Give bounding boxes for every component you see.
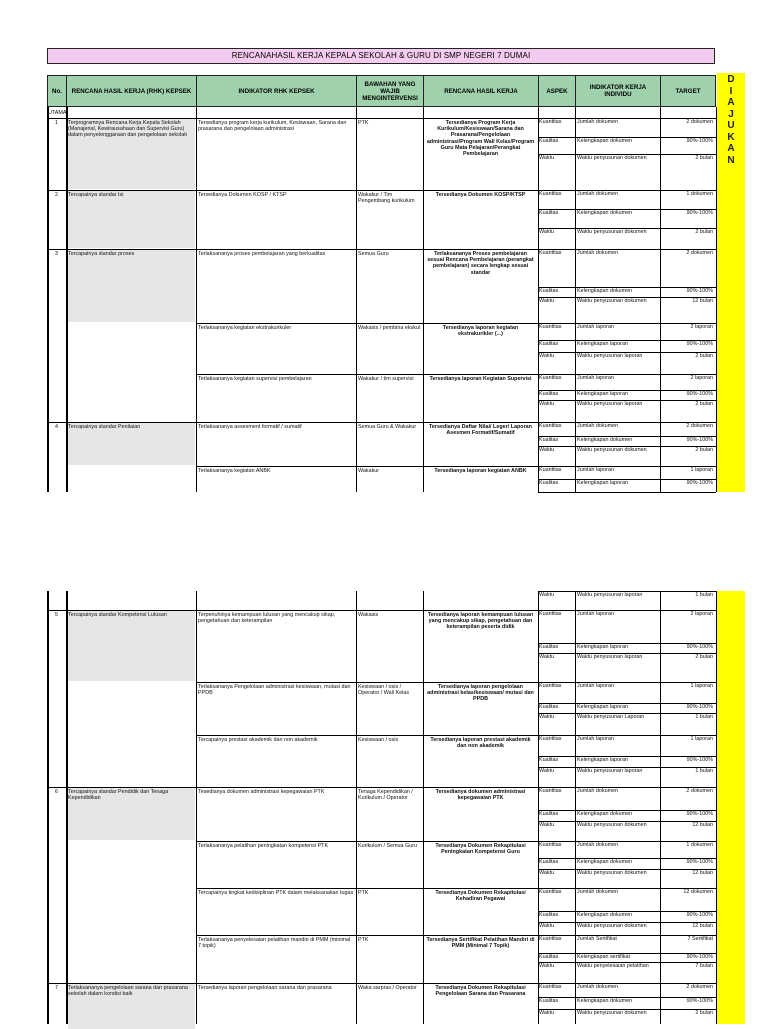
bawahan-text: PTK (358, 937, 369, 943)
row-number: 7 (55, 985, 58, 991)
indikator-individu-text: Kelengkapan dokumen (577, 859, 633, 865)
indikator-individu-text: Jumlah laporan (577, 467, 614, 473)
indikator-rhk-text: Tersedianya laporan pengelolaan sarana dan prasarana (198, 985, 332, 991)
table-column-line (575, 591, 576, 1024)
bawahan-text: Tenaga Kependidikan / Kurikulum / Operator (358, 789, 413, 802)
aspek-text: Kuantitas (539, 467, 562, 473)
aspek-text: Waktu (539, 654, 555, 660)
bawahan-text: Wakasis (358, 612, 379, 618)
target-text: 12 bulan (692, 298, 713, 304)
target-text: 12 bulan (692, 923, 713, 929)
indikator-rhk-text: Terlaksananya Pengelolaan administrasi kesiswaan, mutasi dan PPDB (198, 684, 351, 697)
rhk-cell-shade (68, 611, 195, 681)
side-label-letter: A (727, 97, 735, 108)
aspek-text: Waktu (539, 870, 555, 876)
target-text: 90%-100% (686, 341, 713, 347)
indikator-individu-text: Kelengkapan dokumen (577, 210, 633, 216)
rencana-hasil-kerja-text: Tersedianya laporan Kegiatan Supervisi (429, 376, 532, 382)
indikator-individu-text: Kelengkapan laporan (577, 704, 628, 710)
rencana-hasil-kerja-text: Tersedianya Dokumen Rekapitulasi Pengelolaan Sarana dan Prasarana (435, 985, 526, 998)
indikator-individu-text: Kelengkapan dokumen (577, 811, 633, 817)
target-text: 2 laporan (690, 324, 713, 330)
indikator-individu-text: Jumlah dokumen (577, 250, 619, 256)
aspek-text: Kualitas (539, 210, 559, 216)
aspek-text: Kualitas (539, 859, 559, 865)
table-column-line (356, 107, 357, 492)
header-no: No. (47, 75, 67, 107)
rencana-hasil-kerja-text: Tersedianya Program Kerja Kurikulum/Kesiswaan/Sarana dan Prasarana/Pengelolaan administrasi/Program Wali Kelas/Program Guru Mata Pelajaran/Perangkat Pembelajaran (426, 120, 535, 158)
indikator-rhk-text: Terlaksananya kegiatan ekstrakurikuler (198, 325, 292, 331)
indikator-rhk-text: Terlaksananya kegiatan ANBK (198, 468, 271, 474)
target-text: 90%-100% (686, 811, 713, 817)
aspek-text: Kuantitas (539, 936, 562, 942)
bawahan-text: Waka sarpras / Operator (358, 985, 417, 991)
indikator-individu-text: Jumlah dokumen (577, 788, 619, 794)
target-text: 7 Sertifikat (687, 936, 713, 942)
target-text: 2 dokumen (686, 788, 713, 794)
aspek-text: Waktu (539, 822, 555, 828)
target-text: 1 laporan (690, 736, 713, 742)
target-text: 90%-100% (686, 391, 713, 397)
rhk-kepsek-text: Terprogramnya Rencana Kerja Kepala Sekolah (Manajerial, Kewirausahaan dan Supervisi Guru) dalam penyelenggaraan dan pengelolaan sekolah (68, 120, 188, 139)
target-text: 2 bulan (695, 155, 713, 161)
indikator-individu-text: Kelengkapan sertifikat (577, 954, 631, 960)
aspek-text: Kuantitas (539, 375, 562, 381)
aspek-text: Waktu (539, 714, 555, 720)
rencana-hasil-kerja-text: Tersedianya dokumen administrasi kepegawaian PTK (435, 789, 526, 802)
bawahan-text: Kurikulum / Semua Guru (358, 843, 418, 849)
table-column-line (716, 591, 717, 1024)
indikator-individu-text: Waktu penyelesaian pelatihan (577, 963, 649, 969)
aspek-text: Kualitas (539, 138, 559, 144)
rhk-kepsek-text: Tercapainya standar Pendidik dan Tenaga Kependidikan (68, 789, 169, 802)
header-aspek: ASPEK (538, 75, 576, 107)
rencana-hasil-kerja-text: Terlaksananya Proses pembelajaran sesuai Rencana Pembelajaran (perangkat pembelajaran) secara lengkap sesuai standar (427, 251, 534, 276)
bawahan-text: Semua Guru (358, 251, 389, 257)
table-column-line (196, 591, 197, 1024)
indikator-rhk-text: Tercapainya tingkat kedisiplinan PTK dalam melaksanakan tugas (198, 890, 354, 896)
indikator-individu-text: Waktu penyusunan dokumen (577, 155, 647, 161)
aspek-text: Waktu (539, 923, 555, 929)
rencana-hasil-kerja-text: Tersedianya Dokumen Rekapitulasi Peningkatan Kompetensi Guru (435, 843, 526, 856)
header-indikator-rhk: INDIKATOR RHK KEPSEK (196, 75, 357, 107)
aspek-text: Waktu (539, 768, 555, 774)
aspek-text: Kuantitas (539, 250, 562, 256)
aspek-text: Kuantitas (539, 119, 562, 125)
target-text: 90%-100% (686, 288, 713, 294)
bawahan-text: Wakakur (358, 468, 380, 474)
aspek-text: Waktu (539, 592, 555, 598)
rhk-cell-shade (68, 191, 195, 248)
header-bawahan: BAWAHAN YANG WAJIB MENGINTERVENSI (356, 75, 424, 107)
aspek-text: Kuantitas (539, 683, 562, 689)
aspek-text: Waktu (539, 963, 555, 969)
indikator-rhk-text: Terlaksananya assesment formatif / sumatif (198, 424, 302, 430)
aspek-text: Kualitas (539, 704, 559, 710)
side-panel-bottom (717, 591, 745, 1024)
side-label-letter: U (727, 120, 735, 131)
rencana-hasil-kerja-text: Tersedianya laporan kegiatan ekstrakurikler (...) (442, 325, 519, 338)
side-label-letter: I (729, 85, 733, 97)
table-column-line (47, 591, 49, 1024)
indikator-individu-text: Kelengkapan dokumen (577, 998, 633, 1004)
indikator-individu-text: Waktu penyusunan laporan (577, 353, 643, 359)
indikator-rhk-text: Terlaksananya proses pembelajaran yang berkualitas (198, 251, 326, 257)
indikator-individu-text: Jumlah laporan (577, 375, 614, 381)
aspek-text: Kualitas (539, 391, 559, 397)
table-column-line (196, 107, 197, 492)
target-text: 90%-100% (686, 437, 713, 443)
indikator-individu-text: Waktu penyusunan laporan (577, 654, 643, 660)
aspek-text: Kuantitas (539, 611, 562, 617)
indikator-individu-text: Waktu penyusunan laporan (577, 592, 643, 598)
side-label-letter: K (727, 131, 735, 143)
target-text: 2 laporan (690, 611, 713, 617)
header-target: TARGET (660, 75, 716, 107)
rhk-cell-shade (68, 250, 195, 322)
row-number: 5 (55, 612, 58, 618)
target-text: 90%-100% (686, 138, 713, 144)
indikator-individu-text: Kelengkapan laporan (577, 341, 628, 347)
target-text: 2 dokumen (686, 423, 713, 429)
aspek-text: Kuantitas (539, 324, 562, 330)
aspek-text: Kuantitas (539, 984, 562, 990)
rencana-hasil-kerja-text: Tersedianya laporan kemampuan lulusan yang mencakup sikap, pengetahuan dan keterampilan peserta didik (427, 612, 534, 631)
indikator-individu-text: Waktu penyusunan dokumen (577, 923, 647, 929)
indikator-individu-text: Kelengkapan dokumen (577, 437, 633, 443)
header-indikator-individu: INDIKATOR KERJA INDIVIDU (575, 75, 661, 107)
row-number: 1 (55, 120, 58, 126)
indikator-individu-text: Kelengkapan dokumen (577, 138, 633, 144)
indikator-individu-text: Waktu penyusunan dokumen (577, 298, 647, 304)
table-subrow-line (538, 492, 716, 493)
target-text: 90%-100% (686, 954, 713, 960)
aspek-text: Waktu (539, 447, 555, 453)
rhk-kepsek-text: Tercapainya standar Kompetensi Lulusan (68, 612, 167, 618)
target-text: 1 dokumen (686, 842, 713, 848)
rencana-hasil-kerja-text: Tersedianya Dokumen Rekapitulasi Kehadiran Pegawai (435, 890, 526, 903)
target-text: 2 bulan (695, 353, 713, 359)
aspek-text: Waktu (539, 353, 555, 359)
target-text: 1 dokumen (686, 191, 713, 197)
aspek-text: Kualitas (539, 912, 559, 918)
indikator-individu-text: Jumlah dokumen (577, 423, 619, 429)
indikator-rhk-text: Tersedianya program kerja kurikulum, Kesiswaan, Sarana dan prasarana dan pengelolaan administrasi (198, 120, 347, 133)
target-text: 2 bulan (695, 1010, 713, 1016)
target-text: 2 bulan (695, 401, 713, 407)
row-number: 3 (55, 251, 58, 257)
target-text: 1 bulan (695, 768, 713, 774)
table-column-line (575, 107, 576, 492)
target-text: 2 bulan (695, 229, 713, 235)
indikator-individu-text: Jumlah dokumen (577, 842, 619, 848)
target-text: 1 laporan (690, 467, 713, 473)
aspek-text: Kualitas (539, 480, 559, 486)
indikator-individu-text: Waktu penyusunan dokumen (577, 870, 647, 876)
target-text: 90%-100% (686, 757, 713, 763)
indikator-individu-text: Kelengkapan laporan (577, 644, 628, 650)
indikator-rhk-text: Terpenuhinya kemampuan lulusan yang mencakup sikap, pengetahuan dan keterampilan (198, 612, 336, 625)
indikator-individu-text: Waktu penyusunan dokumen (577, 229, 647, 235)
target-text: 1 bulan (695, 714, 713, 720)
rencana-hasil-kerja-text: Tersedianya laporan pengelolaan administrasi kelas/kesiswaan/ mutasi dan PPDB (427, 684, 534, 703)
row-number: 4 (55, 424, 58, 430)
bawahan-text: PTK (358, 120, 369, 126)
target-text: 90%-100% (686, 480, 713, 486)
aspek-text: Kualitas (539, 811, 559, 817)
target-text: 90%-100% (686, 859, 713, 865)
side-label-letter: J (728, 108, 734, 120)
aspek-text: Kualitas (539, 288, 559, 294)
target-text: 2 bulan (695, 654, 713, 660)
target-text: 1 bulan (695, 592, 713, 598)
indikator-rhk-text: Tersedianya Dokumen KOSP / KTSP (198, 192, 287, 198)
rhk-kepsek-text: Tercapainya standar Isi (68, 192, 124, 198)
aspek-text: Waktu (539, 401, 555, 407)
aspek-text: Kuantitas (539, 423, 562, 429)
indikator-individu-text: Waktu penyusunan dokumen (577, 822, 647, 828)
bawahan-text: Kesiswaan / osis (358, 737, 399, 743)
aspek-text: Waktu (539, 298, 555, 304)
aspek-text: Waktu (539, 155, 555, 161)
aspek-text: Kuantitas (539, 842, 562, 848)
row-number: 2 (55, 192, 58, 198)
target-text: 2 dokumen (686, 119, 713, 125)
indikator-individu-text: Jumlah dokumen (577, 119, 619, 125)
rencana-hasil-kerja-text: Tersedianya Dokumen KOSP/KTSP (435, 192, 526, 198)
indikator-individu-text: Jumlah dokumen (577, 191, 619, 197)
bawahan-text: Semua Guru & Wakakur (358, 424, 417, 430)
target-text: 12 dokumen (683, 889, 713, 895)
target-text: 12 bulan (692, 822, 713, 828)
aspek-text: Kualitas (539, 954, 559, 960)
target-text: 1 laporan (690, 683, 713, 689)
table-column-line (356, 591, 357, 1024)
table-column-line (423, 591, 424, 1024)
target-text: 2 laporan (690, 375, 713, 381)
indikator-individu-text: Jumlah laporan (577, 324, 614, 330)
indikator-individu-text: Kelengkapan dokumen (577, 288, 633, 294)
document-title: RENCANAHASIL KERJA KEPALA SEKOLAH & GURU DI SMP NEGERI 7 DUMAI (47, 48, 715, 64)
side-label-letter: N (727, 154, 735, 166)
indikator-rhk-text: Terlaksananya pelatihan peningkatan kompetensi PTK (198, 843, 329, 849)
aspek-text: Kuantitas (539, 788, 562, 794)
bawahan-text: Kesiswaan / osis / Operator / Wali Kelas (358, 684, 410, 697)
table-column-line (716, 107, 717, 492)
rencana-hasil-kerja-text: Tersedianya Sertifikat Pelatihan Mandiri di PMM (Minimal 7 Topik) (426, 937, 535, 950)
indikator-individu-text: Waktu penyusunan laporan (577, 401, 643, 407)
aspek-text: Kualitas (539, 998, 559, 1004)
target-text: 2 bulan (695, 447, 713, 453)
target-text: 90%-100% (686, 912, 713, 918)
indikator-individu-text: Waktu penyusunan dokumen (577, 447, 647, 453)
side-label-diajukan (717, 74, 745, 166)
bawahan-text: PTK (358, 890, 369, 896)
indikator-individu-text: Waktu penyusunan laporan (577, 768, 643, 774)
indikator-individu-text: Jumlah dokumen (577, 889, 619, 895)
aspek-text: Waktu (539, 229, 555, 235)
section-utama-label: UTAMA (48, 110, 67, 116)
bawahan-text: Wakakur / Tim Pengembang kurikulum (358, 192, 415, 205)
aspek-text: Kuantitas (539, 736, 562, 742)
bawahan-text: Wakasis / pembina ekskul (358, 325, 421, 331)
indikator-individu-text: Jumlah Sertifikat (577, 936, 617, 942)
indikator-individu-text: Kelengkapan laporan (577, 391, 628, 397)
target-text: 90%-100% (686, 210, 713, 216)
indikator-individu-text: Waktu penyusunan Laporan (577, 714, 645, 720)
indikator-individu-text: Jumlah laporan (577, 683, 614, 689)
target-text: 90%-100% (686, 644, 713, 650)
indikator-individu-text: Jumlah laporan (577, 611, 614, 617)
indikator-individu-text: Waktu penyusunan dokumen (577, 1010, 647, 1016)
indikator-individu-text: Kelengkapan laporan (577, 480, 628, 486)
indikator-individu-text: Kelengkapan laporan (577, 757, 628, 763)
rhk-kepsek-text: Terlaksananya pengelolaan sarana dan prasarana sekolah dalam kondisi baik (68, 985, 188, 998)
bawahan-text: Wakakur / tim supervisi (358, 376, 414, 382)
indikator-rhk-text: Tesedianya dokumen administrasi kepegawaian PTK (198, 789, 325, 795)
aspek-text: Waktu (539, 1010, 555, 1016)
indikator-rhk-text: Terlaksananya penyelesaian pelatihan mandiri di PMM (minimal 7 topik) (198, 937, 351, 950)
table-column-line (47, 107, 49, 492)
rencana-hasil-kerja-text: Tersedianya laporan prestasi akademik dan non akademik (430, 737, 531, 750)
indikator-individu-text: Kelengkapan dokumen (577, 912, 633, 918)
rencana-hasil-kerja-text: Tersedianya Daftar Nilai/ Leger/ Laporan Asesmen Formatif/Sumatif (429, 424, 532, 437)
aspek-text: Kualitas (539, 757, 559, 763)
aspek-text: Kualitas (539, 644, 559, 650)
row-number: 6 (55, 789, 58, 795)
target-text: 12 bulan (692, 870, 713, 876)
target-text: 90%-100% (686, 998, 713, 1004)
indikator-rhk-text: Terlaksananya kegiatan supervisi pembelajaran (198, 376, 312, 382)
target-text: 2 dokumen (686, 250, 713, 256)
aspek-text: Kualitas (539, 341, 559, 347)
side-label-letter: A (727, 143, 735, 154)
rhk-kepsek-text: Tercapainya standar Penilaian (68, 424, 141, 430)
rhk-kepsek-text: Tercapainya standar proses (68, 251, 135, 257)
indikator-individu-text: Jumlah laporan (577, 736, 614, 742)
header-rencana-hasil-kerja: RENCANA HASIL KERJA (423, 75, 539, 107)
target-text: 7 bulan (695, 963, 713, 969)
indikator-individu-text: Jumlah dokumen (577, 984, 619, 990)
aspek-text: Kualitas (539, 437, 559, 443)
rencana-hasil-kerja-text: Tersedianya laporan kegiatan ANBK (434, 468, 527, 474)
aspek-text: Kuantitas (539, 191, 562, 197)
target-text: 2 dokumen (686, 984, 713, 990)
target-text: 90%-100% (686, 704, 713, 710)
table-column-line (423, 107, 424, 492)
indikator-rhk-text: Tercapainya prestasi akademik dan non akademik (198, 737, 318, 743)
aspek-text: Kuantitas (539, 889, 562, 895)
header-rhk-kepsek: RENCANA HASIL KERJA (RHK) KEPSEK (66, 75, 197, 107)
side-label-letter: D (727, 74, 735, 85)
